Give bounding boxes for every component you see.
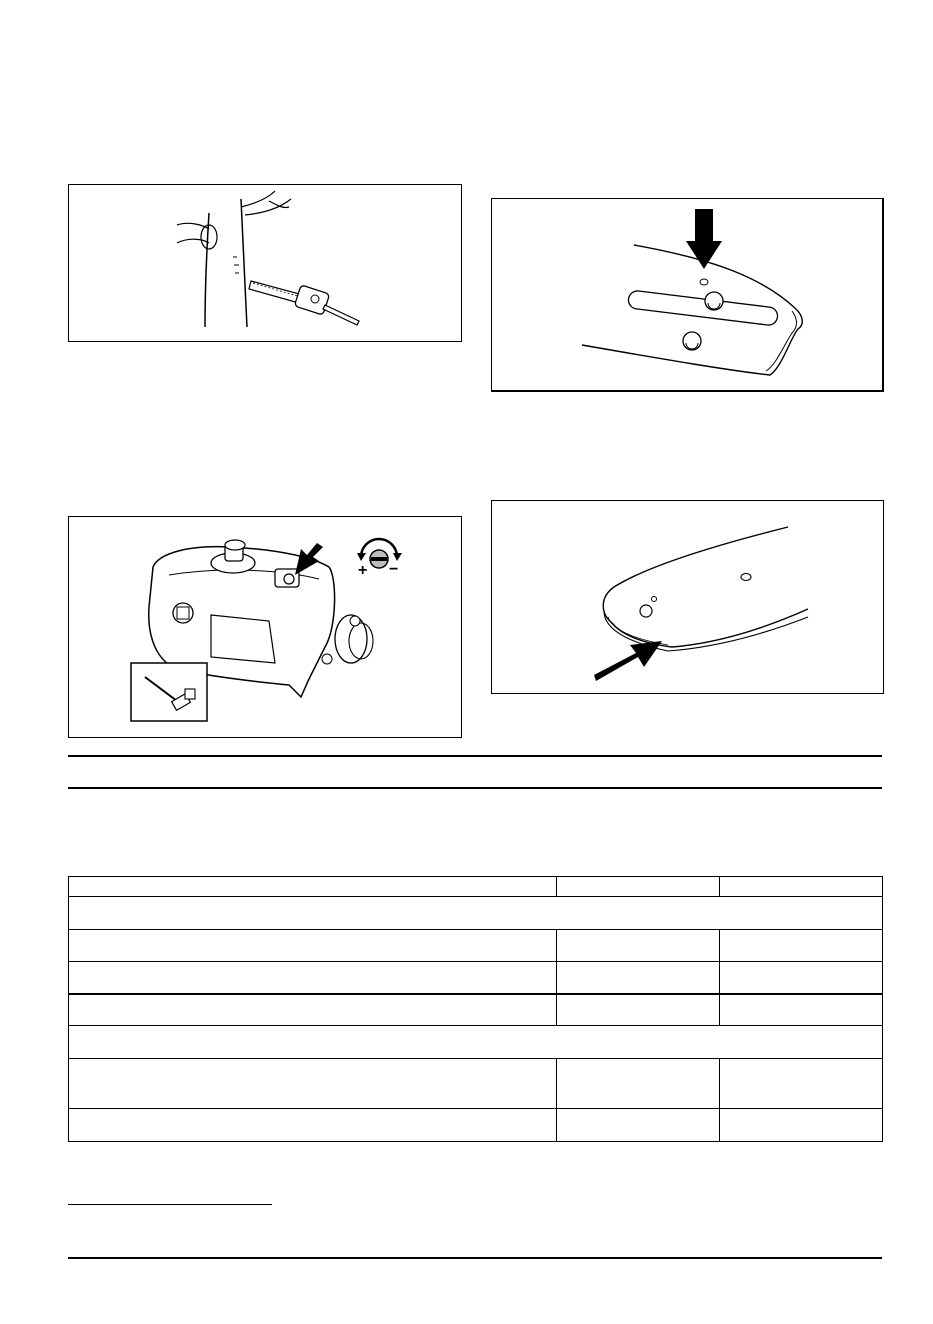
section-rule-top xyxy=(68,755,882,757)
table-row xyxy=(69,1059,883,1109)
footnote-separator xyxy=(68,1204,272,1205)
minus-sign: − xyxy=(389,561,399,578)
table-row xyxy=(69,962,883,994)
spec-table xyxy=(68,876,883,1142)
plus-sign: + xyxy=(358,562,368,579)
figure-pruning-trunk xyxy=(68,184,462,342)
adjust-direction-icon xyxy=(353,531,405,583)
table-section-title xyxy=(69,897,883,930)
figure-bar-tip-groove xyxy=(491,500,884,694)
table-section-row xyxy=(69,1026,883,1059)
table-cell xyxy=(69,930,557,962)
table-cell xyxy=(557,930,720,962)
figure-oil-adjust-screw xyxy=(68,516,462,738)
table-cell xyxy=(69,994,557,1026)
table-cell xyxy=(720,930,883,962)
table-cell xyxy=(557,1059,720,1109)
table-cell xyxy=(720,994,883,1026)
table-cell xyxy=(720,1109,883,1142)
table-cell xyxy=(720,962,883,994)
figure-bar-oil-hole xyxy=(491,198,884,392)
table-cell xyxy=(557,1109,720,1142)
table-header-row xyxy=(69,877,883,897)
table-section-row xyxy=(69,897,883,930)
table-header-cell xyxy=(557,877,720,897)
table-section-title xyxy=(69,1026,883,1059)
table-cell xyxy=(69,962,557,994)
footer-rule xyxy=(68,1257,882,1259)
table-row xyxy=(69,930,883,962)
pole-saw-tree-illustration xyxy=(69,185,463,343)
section-rule-bottom xyxy=(68,787,882,789)
guide-bar-illustration xyxy=(492,199,883,391)
bar-tip-illustration xyxy=(492,501,885,695)
table-cell xyxy=(69,1059,557,1109)
table-cell xyxy=(69,1109,557,1142)
table-header-cell xyxy=(720,877,883,897)
tool-inset xyxy=(131,663,207,721)
table-cell xyxy=(720,1059,883,1109)
table-cell xyxy=(557,962,720,994)
table-header-cell xyxy=(69,877,557,897)
table-row xyxy=(69,1109,883,1142)
table-row xyxy=(69,994,883,1026)
table-cell xyxy=(557,994,720,1026)
